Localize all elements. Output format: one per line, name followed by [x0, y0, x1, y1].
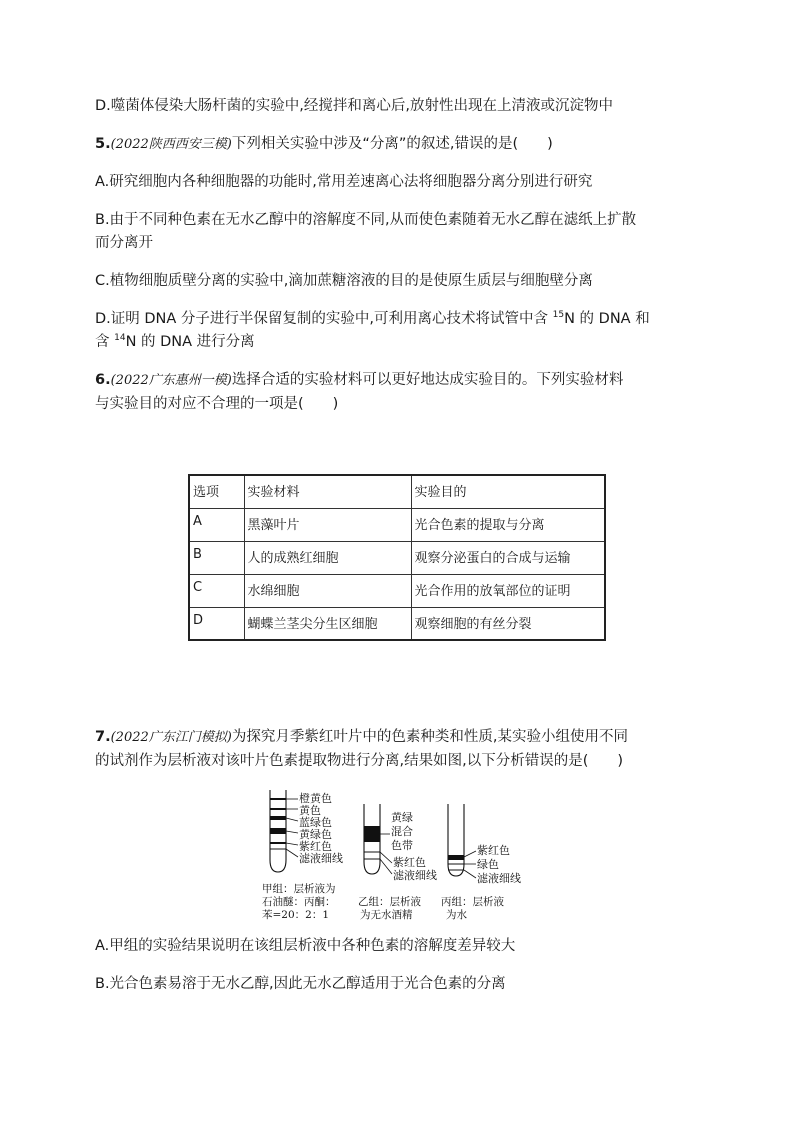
table-header-cell: 选项	[189, 475, 244, 508]
question-source: (2022广东江门模拟)	[110, 730, 232, 745]
table-cell: 黑藻叶片	[244, 508, 411, 541]
table-header-cell: 实验材料	[244, 475, 411, 508]
question-6-stem-line2: 与实验目的对应不合理的一项是( )	[95, 396, 339, 412]
question-7-stem-line2: 的试剂作为层析液对该叶片色素提取物进行分离,结果如图,以下分析错误的是( )	[95, 753, 624, 769]
q5-option-d-line2	[95, 332, 255, 352]
caption-jia: 石油醚：丙酮：	[262, 896, 336, 908]
text-segment: N 的 DNA 和	[564, 311, 650, 327]
question-number: 7.	[95, 729, 111, 745]
caption-yi: 乙组：层析液	[358, 896, 421, 908]
question-number: 5.	[95, 136, 111, 152]
q5-option-d-line1	[95, 309, 650, 329]
options-table	[188, 474, 606, 641]
table-header-row	[189, 475, 605, 508]
tube-bing	[448, 804, 521, 885]
band-label: 蓝绿色	[299, 816, 332, 829]
q5-option-b-line1: B.由于不同种色素在无水乙醇中的溶解度不同,从而使色素随着无水乙醇在滤纸上扩散	[95, 212, 637, 228]
table-cell: 蝴蝶兰茎尖分生区细胞	[244, 607, 411, 640]
tube-jia	[270, 790, 343, 872]
text-segment: D.证明 DNA 分子进行半保留复制的实验中,可利用离心技术将试管中含	[95, 311, 553, 327]
text-segment: 含	[95, 334, 115, 350]
q5-option-a: A.研究细胞内各种细胞器的功能时,常用差速离心法将细胞器分离分别进行研究	[95, 174, 593, 190]
q7-option-b: B.光合色素易溶于无水乙醇,因此无水乙醇适用于光合色素的分离	[95, 976, 506, 992]
table-cell: 观察分泌蛋白的合成与运输	[411, 541, 605, 574]
question-source: (2022广东惠州一模)	[110, 373, 232, 388]
question-text: 为探究月季紫红叶片中的色素种类和性质,某实验小组使用不同	[231, 729, 628, 745]
band-label: 黄色	[299, 804, 321, 817]
band-label: 黄绿色	[299, 828, 332, 841]
question-text: 下列相关实验中涉及“分离”的叙述,错误的是( )	[231, 136, 553, 152]
question-number: 6.	[95, 372, 111, 388]
tube-yi	[364, 804, 437, 882]
table-header-cell: 实验目的	[411, 475, 605, 508]
question-6-stem-line1	[95, 370, 623, 391]
question-7-stem-line1	[95, 727, 628, 748]
caption-yi: 为无水酒精	[360, 909, 413, 920]
band-label: 绿色	[477, 858, 499, 871]
band-label: 紫红色	[477, 844, 510, 857]
band-label: 色带	[391, 839, 413, 852]
question-source: (2022陕西西安三模)	[110, 137, 232, 152]
table-row	[189, 541, 605, 574]
table-row	[189, 574, 605, 607]
band-label: 紫红色	[299, 840, 332, 853]
caption-bing: 丙组：层析液	[441, 896, 504, 908]
table-cell: 水绵细胞	[244, 574, 411, 607]
table-cell: 人的成熟红细胞	[244, 541, 411, 574]
caption-jia: 甲组：层析液为	[262, 883, 336, 895]
table-cell: 光合作用的放氧部位的证明	[411, 574, 605, 607]
band-label: 紫红色	[393, 856, 426, 869]
band-label: 橙黄色	[299, 792, 332, 805]
table-cell: A	[189, 508, 244, 541]
isotope-superscript: 14	[114, 333, 126, 344]
q5-option-c: C.植物细胞质壁分离的实验中,滴加蔗糖溶液的目的是使原生质层与细胞壁分离	[95, 273, 593, 289]
isotope-superscript: 15	[552, 310, 565, 321]
band-label: 黄绿	[391, 811, 413, 824]
caption-jia: 苯=20：2：1	[262, 909, 330, 920]
chromatography-figure	[258, 786, 538, 920]
band-label: 滤液细线	[299, 852, 343, 865]
question-5-stem	[95, 134, 553, 155]
caption-bing: 为水	[446, 909, 467, 920]
question-text: 选择合适的实验材料可以更好地达成实验目的。下列实验材料	[231, 372, 624, 388]
table-row	[189, 607, 605, 640]
table-cell: C	[189, 574, 244, 607]
table-cell: 光合色素的提取与分离	[411, 508, 605, 541]
table-cell: B	[189, 541, 244, 574]
table-cell: 观察细胞的有丝分裂	[411, 607, 605, 640]
q4-option-d: D.噬菌体侵染大肠杆菌的实验中,经搅拌和离心后,放射性出现在上清液或沉淀物中	[95, 98, 613, 114]
band-label: 滤液细线	[477, 872, 521, 885]
text-segment: N 的 DNA 进行分离	[125, 334, 255, 350]
q5-option-b-line2: 而分离开	[95, 235, 153, 251]
table-row	[189, 508, 605, 541]
q7-option-a: A.甲组的实验结果说明在该组层析液中各种色素的溶解度差异较大	[95, 938, 516, 954]
band-label: 滤液细线	[393, 869, 437, 882]
band-label: 混合	[391, 825, 413, 838]
table-cell: D	[189, 607, 244, 640]
